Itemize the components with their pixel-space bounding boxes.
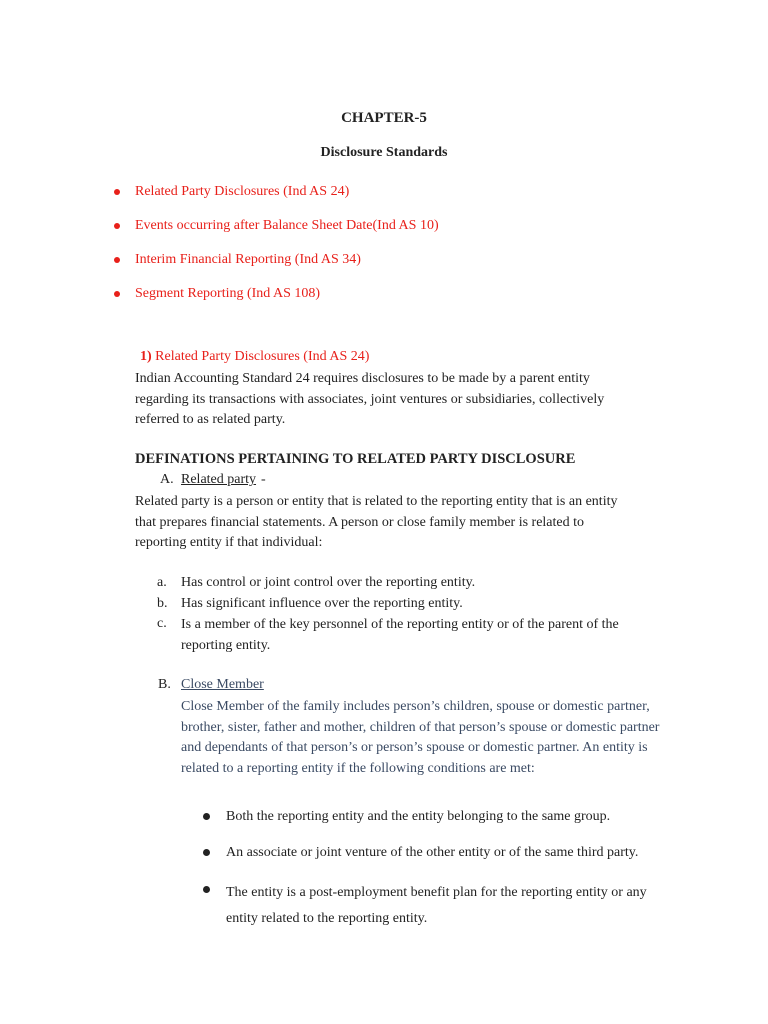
chapter-title: CHAPTER-5	[341, 110, 427, 126]
list-item: Both the reporting entity and the entity belonging to the same group.	[203, 809, 210, 825]
list-item	[203, 882, 210, 898]
section-number: 1)	[140, 349, 152, 364]
section-1-body: Indian Accounting Standard 24 requires disclosures to be made by a parent entity regarding its transactions with associates, joint ventures or subsidiaries, collectively referred to as related party.	[135, 371, 605, 427]
toc-item: Events occurring after Balance Sheet Date(Ind AS 10)	[114, 218, 120, 234]
bullet-icon	[203, 813, 210, 820]
bullet-icon	[114, 223, 120, 229]
definitions-heading: DEFINATIONS PERTAINING TO RELATED PARTY DISCLOSURE	[135, 451, 576, 467]
bullet-icon	[114, 189, 120, 195]
section-1-heading	[140, 349, 369, 365]
toc-item: Interim Financial Reporting (Ind AS 34)	[114, 252, 120, 268]
chapter-subtitle: Disclosure Standards	[320, 145, 448, 160]
definition-term: Close Member	[181, 677, 264, 692]
definition-a-heading: A. Related party -	[160, 472, 266, 487]
toc-item: Related Party Disclosures (Ind AS 24)	[114, 184, 120, 200]
toc-item: Segment Reporting (Ind AS 108)	[114, 286, 120, 302]
bullet-icon	[114, 291, 120, 297]
list-item: An associate or joint venture of the other entity or of the same third party.	[203, 845, 210, 861]
definition-b-body: Close Member of the family includes person’s children, spouse or domestic partner, brother, sister, father and mother, children of that person’s spouse or domestic partner and dependants of that person’s or person’s spouse or domestic partner. An entity is related to a reporting entity if the following conditions are met:	[181, 699, 660, 776]
bullet-icon	[203, 886, 210, 893]
list-item: a. Has control or joint control over the reporting entity.	[157, 575, 476, 590]
list-item-text: The entity is a post-employment benefit plan for the reporting entity or any entity related to the reporting entity.	[226, 885, 647, 926]
list-item-text: Is a member of the key personnel of the reporting entity or of the parent of the reporting entity.	[181, 617, 619, 653]
list-item: b. Has significant influence over the reporting entity.	[157, 596, 463, 611]
definition-b-heading	[158, 677, 264, 693]
section-title: Related Party Disclosures (Ind AS 24)	[155, 349, 370, 364]
definition-term: Related party	[181, 472, 257, 487]
bullet-icon	[203, 849, 210, 856]
bullet-icon	[114, 257, 120, 263]
definition-marker: B.	[158, 677, 171, 692]
list-item: c.	[157, 616, 167, 631]
definition-marker: A.	[160, 472, 174, 487]
definition-a-body: Related party is a person or entity that is related to the reporting entity that is an entity that prepares financial statements. A person or close family member is related to reporting entity if that individual:	[135, 494, 618, 550]
